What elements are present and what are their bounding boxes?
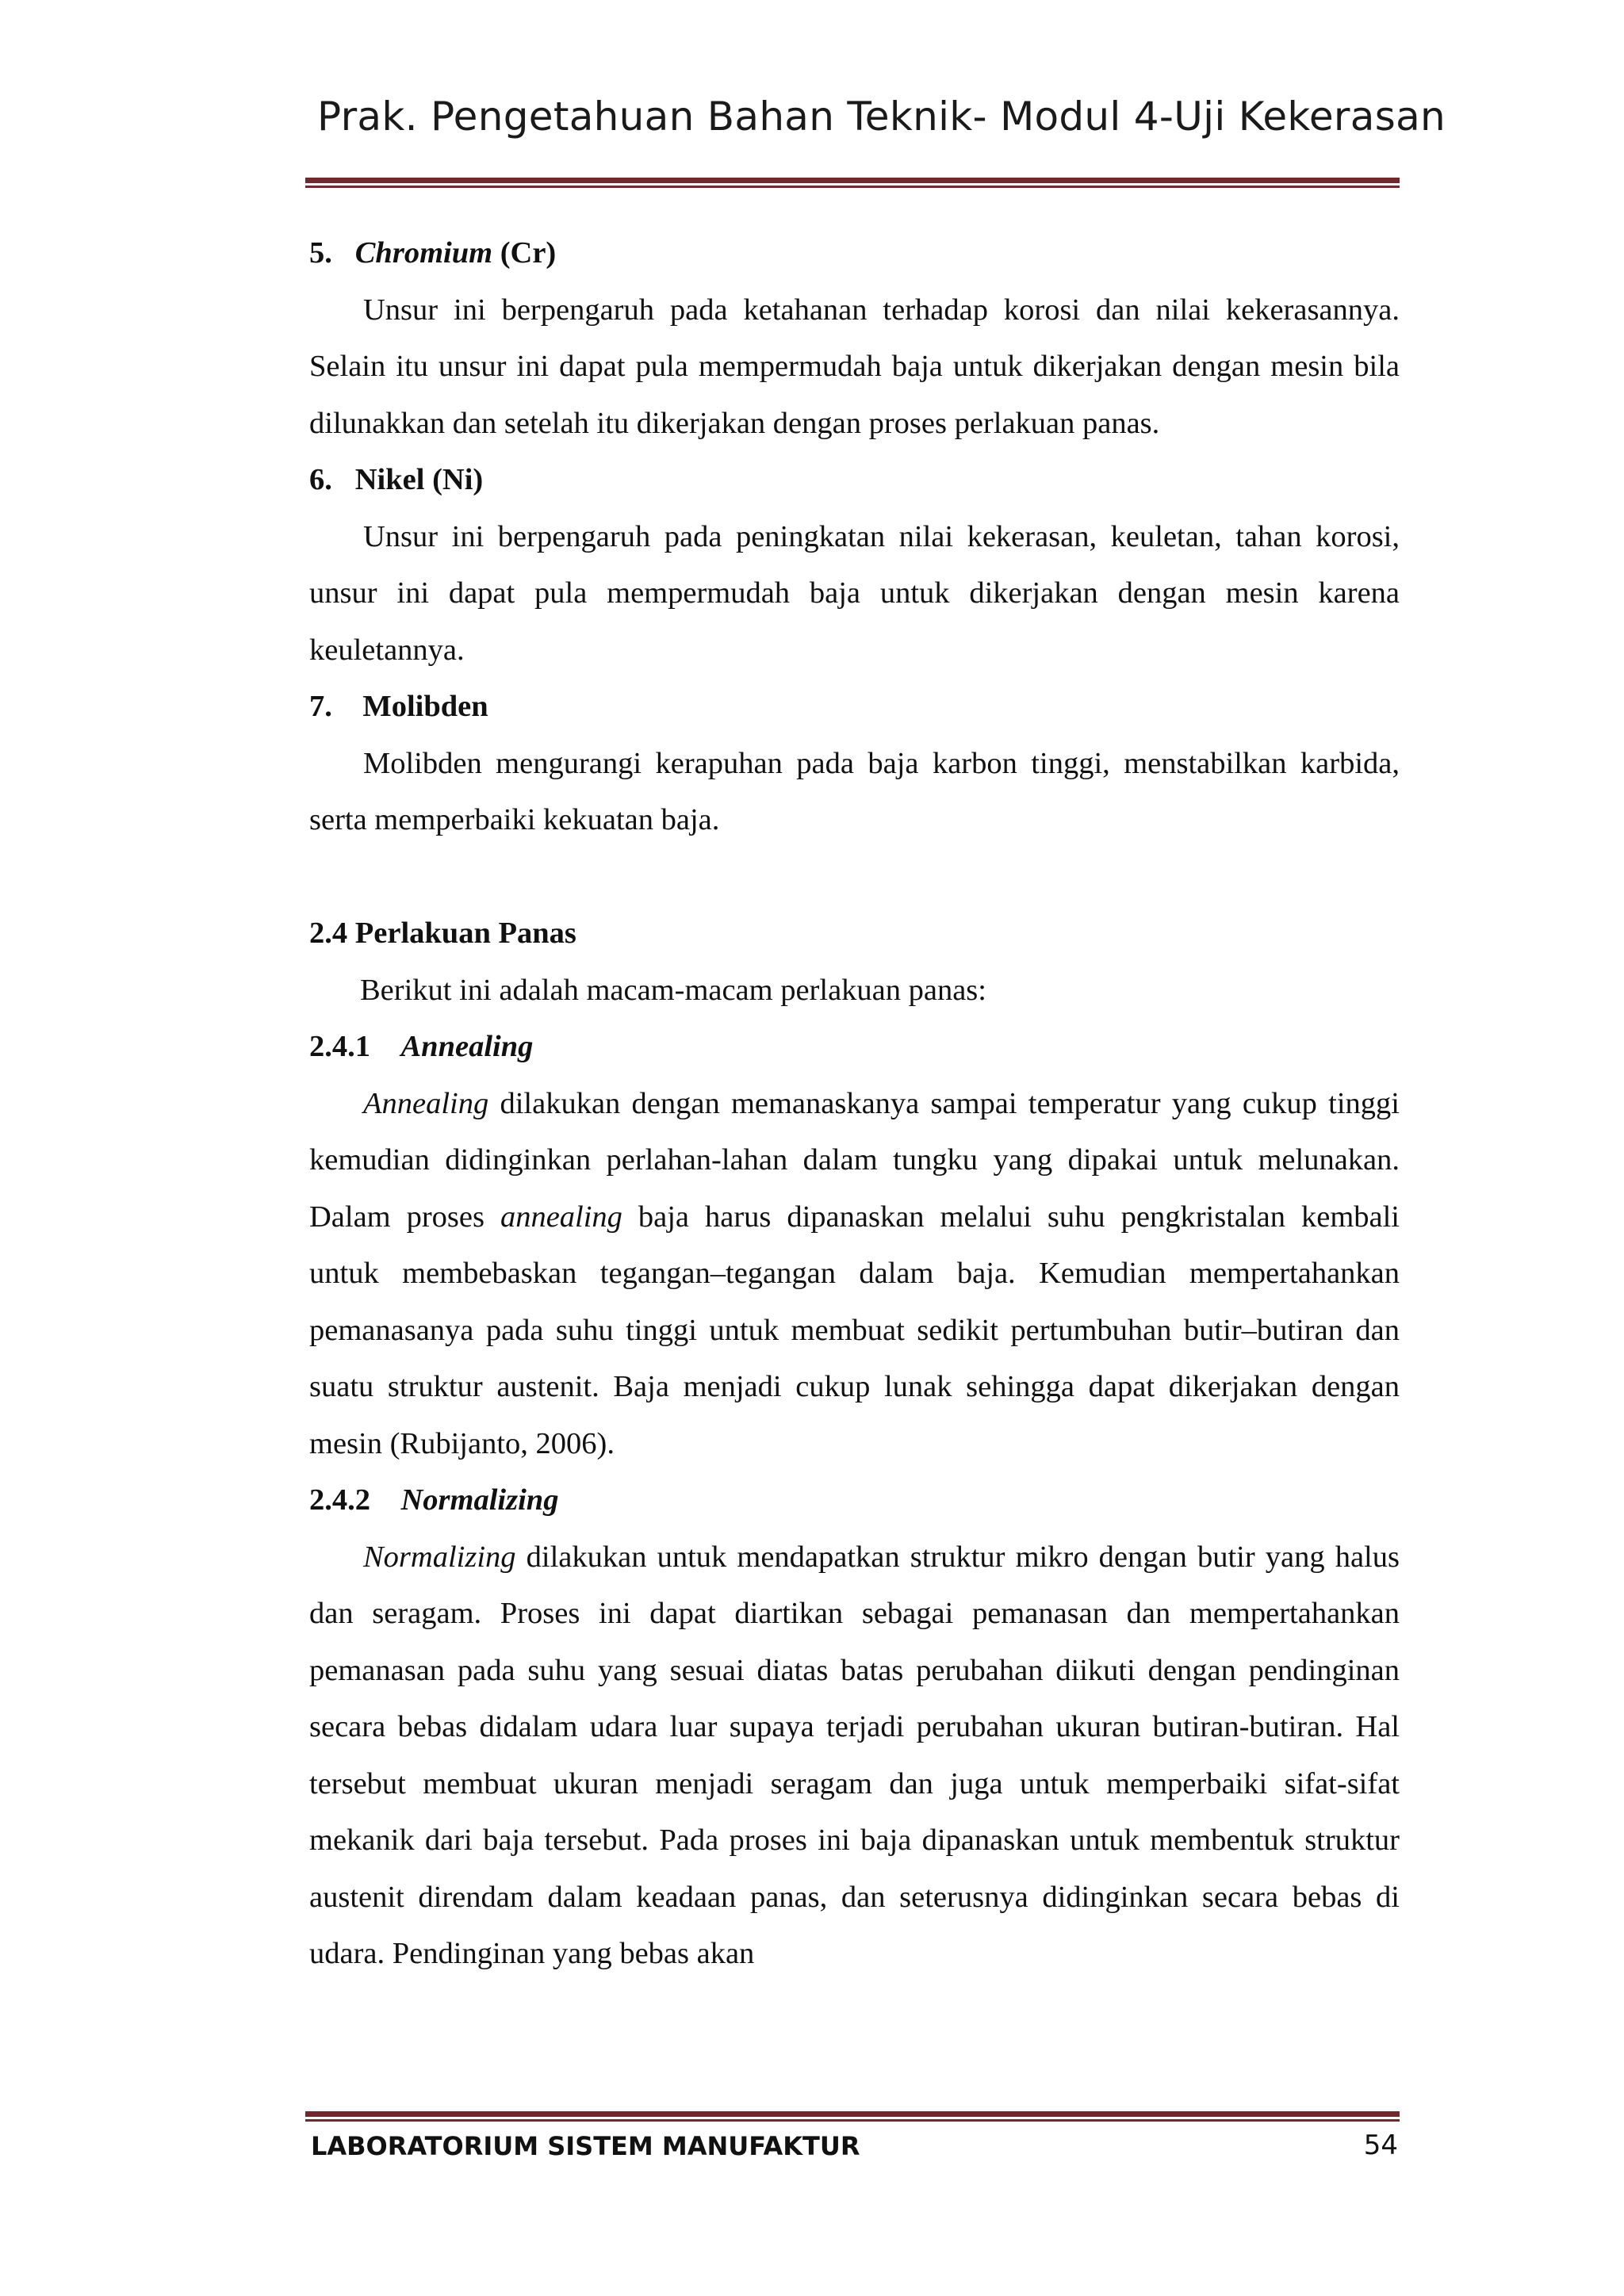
section-heading-nikel bbox=[309, 452, 1400, 509]
subsection-heading-annealing bbox=[309, 1019, 1400, 1076]
subsection-name: Normalizing bbox=[400, 1483, 559, 1517]
section-number: 7. bbox=[309, 690, 332, 723]
footer-rule-thick bbox=[305, 2111, 1400, 2117]
header-rule-thick bbox=[305, 178, 1400, 183]
subsection-heading-normalizing bbox=[309, 1472, 1400, 1529]
annealing-text-part-1: dilakukan dengan memanaskanya sampai temperatur yang cukup tinggi kemudian didinginkan perlahan-lahan dalam tungku yang dipakai untuk melunakan. Dalam proses bbox=[309, 1086, 1400, 1234]
annealing-text-part-2: baja harus dipanaskan melalui suhu pengkristalan kembali untuk membebaskan tegangan–tegangan dalam baja. Kemudian mempertahankan pemanasanya pada suhu tinggi untuk membuat sedikit pertumbuhan butir–butiran dan suatu struktur austenit. Baja menjadi cukup lunak sehingga dapat dikerjakan dengan mesin (Rubijanto, 2006). bbox=[309, 1200, 1400, 1460]
molibden-paragraph: Molibden mengurangi kerapuhan pada baja karbon tinggi, menstabilkan karbida, serta memperbaiki kekuatan baja. bbox=[309, 746, 1400, 836]
annealing-term-inline: annealing bbox=[500, 1200, 622, 1234]
section-heading-molibden bbox=[309, 679, 1400, 736]
perlakuan-panas-intro: Berikut ini adalah macam-macam perlakuan panas: bbox=[360, 973, 986, 1007]
header-rule bbox=[305, 178, 1400, 188]
subsection-number: 2.4.2 bbox=[309, 1483, 370, 1517]
page-number: 54 bbox=[1363, 2130, 1398, 2161]
normalizing-term: Normalizing bbox=[363, 1540, 516, 1574]
section-number: 5. bbox=[309, 236, 332, 270]
annealing-paragraph bbox=[309, 1076, 1400, 1473]
chromium-paragraph: Unsur ini berpengaruh pada ketahanan terhadap korosi dan nilai kekerasannya. Selain itu unsur ini dapat pula mempermudah baja untuk dikerjakan dengan mesin bila dilunakkan dan setelah itu dikerjakan dengan proses perlakuan panas. bbox=[309, 293, 1400, 440]
section-name: Nikel (Ni) bbox=[354, 463, 484, 496]
section-name: Chromium bbox=[354, 236, 493, 270]
section-name: Molibden bbox=[362, 690, 488, 723]
subsection-number: 2.4.1 bbox=[309, 1030, 370, 1063]
nikel-paragraph: Unsur ini berpengaruh pada peningkatan nilai kekerasan, keuletan, tahan korosi, unsur ini dapat pula mempermudah baja untuk dikerjakan dengan mesin karena keuletannya. bbox=[309, 519, 1400, 667]
section-gap bbox=[309, 849, 1400, 906]
normalizing-text: dilakukan untuk mendapatkan struktur mikro dengan butir yang halus dan seragam. Proses ini dapat diartikan sebagai pemanasan dan mempertahankan pemanasan pada suhu yang sesuai diatas batas perubahan diikuti dengan pendinginan secara bebas didalam udara luar supaya terjadi perubahan ukuran butiran-butiran. Hal tersebut membuat ukuran menjadi seragam dan juga untuk memperbaiki sifat-sifat mekanik dari baja tersebut. Pada proses ini baja dipanaskan untuk membentuk struktur austenit direndam dalam keadaan panas, dan seterusnya didinginkan secara bebas di udara. Pendinginan yang bebas akan bbox=[309, 1540, 1400, 1970]
header-rule-thin bbox=[305, 186, 1400, 188]
section-symbol: (Cr) bbox=[500, 236, 557, 270]
section-heading-perlakuan-panas: 2.4 Perlakuan Panas bbox=[309, 916, 576, 950]
section-heading-chromium bbox=[309, 225, 1400, 282]
annealing-term: Annealing bbox=[363, 1086, 489, 1120]
footer-rule-thin bbox=[305, 2119, 1400, 2122]
footer-lab-name: LABORATORIUM SISTEM MANUFAKTUR bbox=[311, 2131, 860, 2161]
footer-rule bbox=[305, 2111, 1400, 2122]
section-number: 6. bbox=[309, 463, 332, 496]
subsection-name: Annealing bbox=[400, 1030, 534, 1063]
page-body bbox=[309, 225, 1400, 1983]
page-header-title: Prak. Pengetahuan Bahan Teknik- Modul 4-Uji Kekerasan bbox=[317, 94, 1446, 140]
normalizing-paragraph bbox=[309, 1529, 1400, 1983]
